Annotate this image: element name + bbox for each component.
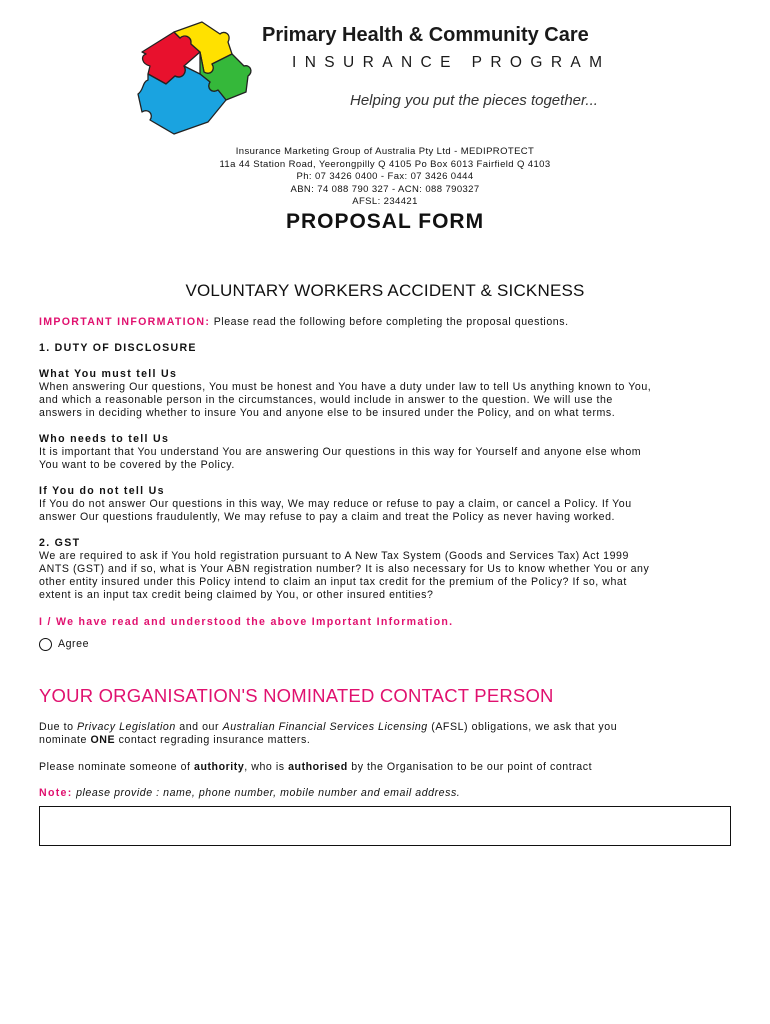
contact-paragraph-1: Due to Privacy Legislation and our Australian Financial Services Licensing (AFSL) obligations, we ask that you nominate ONE contact regrading insurance matters. bbox=[39, 721, 618, 747]
not-tell-heading: If You do not tell Us bbox=[39, 485, 165, 497]
not-tell-section bbox=[39, 485, 739, 524]
gst-line: We are required to ask if You hold registration pursuant to A New Tax System (Goods and Services Tax) Act 1999 bbox=[39, 550, 629, 563]
company-afsl: AFSL: 234421 bbox=[352, 196, 418, 208]
must-tell-line: answers in deciding whether to insure You and anyone else to be insured under the Policy, and on what terms. bbox=[39, 407, 616, 420]
gst-section bbox=[39, 537, 739, 602]
duty-of-disclosure-heading: 1. DUTY OF DISCLOSURE bbox=[39, 342, 197, 354]
who-tells-line: You want to be covered by the Policy. bbox=[39, 459, 235, 472]
must-tell-section bbox=[39, 368, 739, 420]
contact-person-heading: YOUR ORGANISATION'S NOMINATED CONTACT PERSON bbox=[39, 685, 554, 706]
important-info-line bbox=[39, 316, 739, 329]
tagline: Helping you put the pieces together... bbox=[350, 92, 598, 109]
gst-line: other entity insured under this Policy intend to claim an input tax credit for the premium of the Policy? If so, what bbox=[39, 576, 627, 589]
gst-heading: 2. GST bbox=[39, 537, 81, 549]
must-tell-heading: What You must tell Us bbox=[39, 368, 178, 380]
form-subtitle: VOLUNTARY WORKERS ACCIDENT & SICKNESS bbox=[185, 281, 585, 300]
program-subtitle: INSURANCE PROGRAM bbox=[292, 54, 611, 71]
agree-option[interactable] bbox=[39, 638, 739, 651]
important-info-label: IMPORTANT INFORMATION: bbox=[39, 316, 211, 328]
who-tells-line: It is important that You understand You are answering Our questions in this way for Yourself and anyone else whom bbox=[39, 446, 642, 459]
contact-note bbox=[39, 787, 739, 800]
note-text: please provide : name, phone number, mobile number and email address. bbox=[72, 787, 461, 799]
contact-paragraph-2: Please nominate someone of authority, who is authorised by the Organisation to be our point of contract bbox=[39, 761, 593, 773]
company-phone: Ph: 07 3426 0400 - Fax: 07 3426 0444 bbox=[296, 171, 474, 183]
note-label: Note: bbox=[39, 787, 73, 799]
form-title: PROPOSAL FORM bbox=[285, 210, 485, 233]
puzzle-pieces-logo-icon bbox=[128, 18, 260, 138]
company-name: Insurance Marketing Group of Australia Pty Ltd - MEDIPROTECT bbox=[235, 146, 535, 157]
agree-radio[interactable] bbox=[39, 638, 52, 651]
company-address: 11a 44 Station Road, Yeerongpilly Q 4105 Po Box 6013 Fairfield Q 4103 bbox=[219, 158, 551, 170]
gst-line: extent is an input tax credit being claimed by You, or other insured entities? bbox=[39, 589, 434, 602]
gst-line: ANTS (GST) and if so, what is Your ABN registration number? It is also necessary for Us to know whether You or any bbox=[39, 563, 650, 576]
not-tell-line: answer Our questions fraudulently, We may refuse to pay a claim and treat the Policy as never having worked. bbox=[39, 511, 616, 524]
must-tell-line: When answering Our questions, You must be honest and You have a duty under law to tell Us anything known to You, bbox=[39, 381, 652, 394]
company-details bbox=[160, 146, 610, 209]
important-info-text: Please read the following before completing the proposal questions. bbox=[210, 316, 569, 328]
company-abn: ABN: 74 088 790 327 - ACN: 088 790327 bbox=[290, 183, 480, 195]
agree-label: Agree bbox=[58, 638, 90, 650]
program-title: Primary Health & Community Care bbox=[262, 24, 589, 46]
must-tell-line: and which a reasonable person in the circumstances, would include in answer to the question. We will use the bbox=[39, 394, 613, 407]
nominated-contact-input[interactable] bbox=[39, 806, 731, 846]
not-tell-line: If You do not answer Our questions in this way, We may reduce or refuse to pay a claim, or cancel a Policy. If You bbox=[39, 498, 632, 511]
who-tells-section bbox=[39, 433, 739, 472]
acknowledgement-statement: I / We have read and understood the above Important Information. bbox=[39, 616, 454, 628]
who-tells-heading: Who needs to tell Us bbox=[39, 433, 170, 445]
